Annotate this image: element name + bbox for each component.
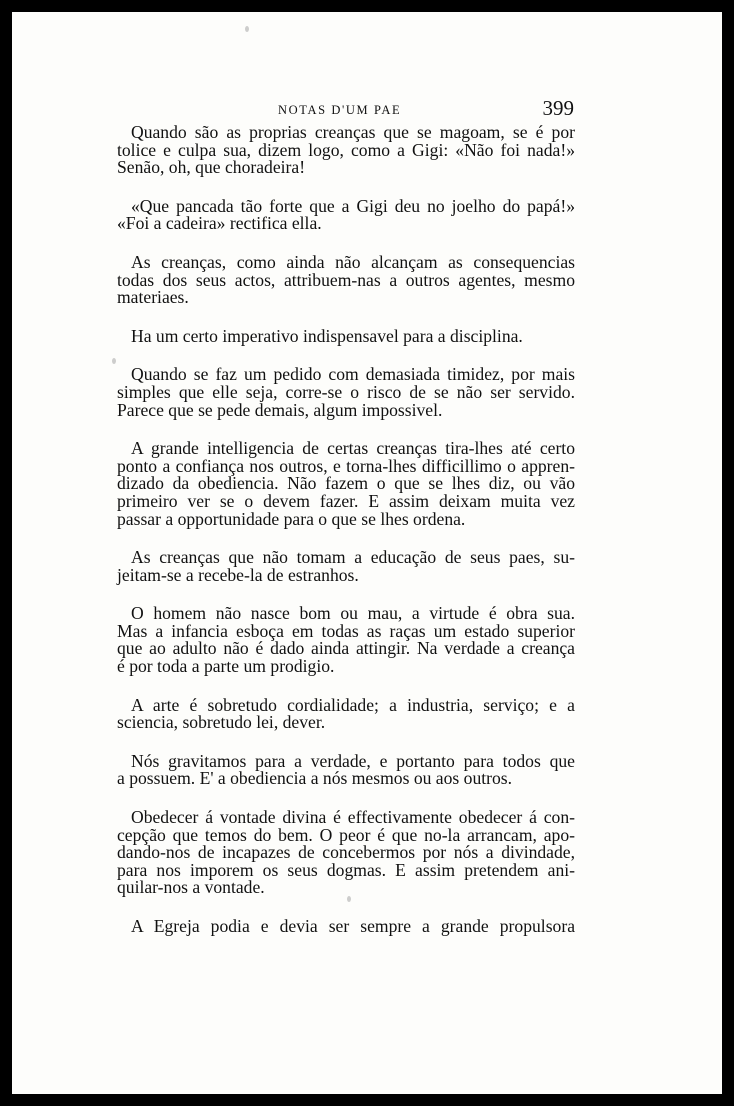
text-line: As creanças que não tomam a educação de seus paes, su- — [131, 547, 575, 568]
text-line: simples que elle seja, corre-se o risco de se não ser servido. — [117, 381, 575, 402]
text-line: dizado da obediencia. Não fazem o que se lhes diz, ou vão — [117, 473, 575, 494]
paragraph — [117, 440, 575, 528]
paragraph — [117, 124, 575, 177]
text-line: que ao adulto não é dado ainda attingir. Na verdade a creança — [117, 638, 575, 659]
print-speck — [347, 896, 351, 902]
print-speck — [112, 358, 116, 364]
running-title: NOTAS D'UM PAE — [278, 103, 402, 117]
text-line: cepção que temos do bem. O peor é que no-la arrancam, apo- — [117, 824, 575, 845]
text-line: A Egreja podia e devia ser sempre a grande propulsora — [131, 916, 575, 936]
paragraph — [117, 549, 575, 584]
paragraph — [117, 918, 575, 936]
text-line: «Que pancada tão forte que a Gigi deu no joelho do papá!» — [131, 195, 575, 216]
text-line: Mas a infancia esboça em todas as raças um estado superior — [117, 620, 575, 641]
text-line: «Foi a cadeira» rectifica ella. — [117, 213, 322, 234]
text-line: Quando são as proprias creanças que se magoam, se é por — [131, 122, 575, 142]
text-line: primeiro ver se o devem fazer. E assim deixam muita vez — [117, 490, 575, 511]
text-line: materiaes. — [117, 287, 189, 308]
paragraph — [117, 605, 575, 675]
text-line: As creanças, como ainda não alcançam as consequencias — [131, 251, 575, 272]
text-line: ponto a confiança nos outros, e torna-lhes difficillimo o appren- — [117, 455, 575, 476]
body-text — [117, 124, 575, 957]
book-page — [12, 12, 722, 1094]
text-line: Nós gravitamos para a verdade, e portanto para todos que — [131, 750, 575, 771]
print-speck — [245, 26, 249, 32]
text-line: Senão, oh, que choradeira! — [117, 157, 306, 178]
text-line: Obedecer á vontade divina é effectivamente obedecer á con- — [131, 807, 575, 828]
text-line: A arte é sobretudo cordialidade; a industria, serviço; e a — [131, 694, 575, 715]
paragraph — [117, 366, 575, 419]
paragraph — [117, 750, 575, 789]
text-line: sciencia, sobretudo lei, dever. — [117, 712, 326, 733]
text-line: dando-nos de incapazes de concebermos por nós a divindade, — [117, 842, 575, 863]
paragraph — [117, 325, 575, 346]
text-line: todas dos seus actos, attribuem-nas a outros agentes, mesmo — [117, 269, 575, 290]
text-line: quilar-nos a vontade. — [117, 877, 265, 898]
paragraph — [117, 694, 575, 733]
text-line: para nos imporem os seus dogmas. E assim pretendem ani- — [117, 859, 575, 880]
text-line: Parece que se pede demais, algum impossivel. — [117, 399, 443, 420]
text-line: Quando se faz um pedido com demasiada timidez, por mais — [131, 364, 575, 385]
paragraph — [117, 251, 575, 308]
text-line: passar a opportunidade para o que se lhes ordena. — [117, 508, 466, 529]
text-line: é por toda a parte um prodigio. — [117, 656, 335, 677]
paragraph — [117, 809, 575, 897]
page-header — [12, 96, 722, 124]
paragraph — [117, 195, 575, 234]
text-line: jeitam-se a recebe-la de estranhos. — [117, 564, 359, 585]
text-line: O homem não nasce bom ou mau, a virtude é obra sua. — [131, 603, 575, 624]
page-number: 399 — [542, 96, 574, 120]
text-line: A grande intelligencia de certas creanças tira-lhes até certo — [131, 438, 575, 459]
text-line: tolice e culpa sua, dizem logo, como a Gigi: «Não foi nada!» — [117, 139, 575, 160]
text-line: a possuem. E' a obediencia a nós mesmos ou aos outros. — [117, 768, 513, 789]
text-line: Ha um certo imperativo indispensavel para a disciplina. — [131, 325, 523, 346]
